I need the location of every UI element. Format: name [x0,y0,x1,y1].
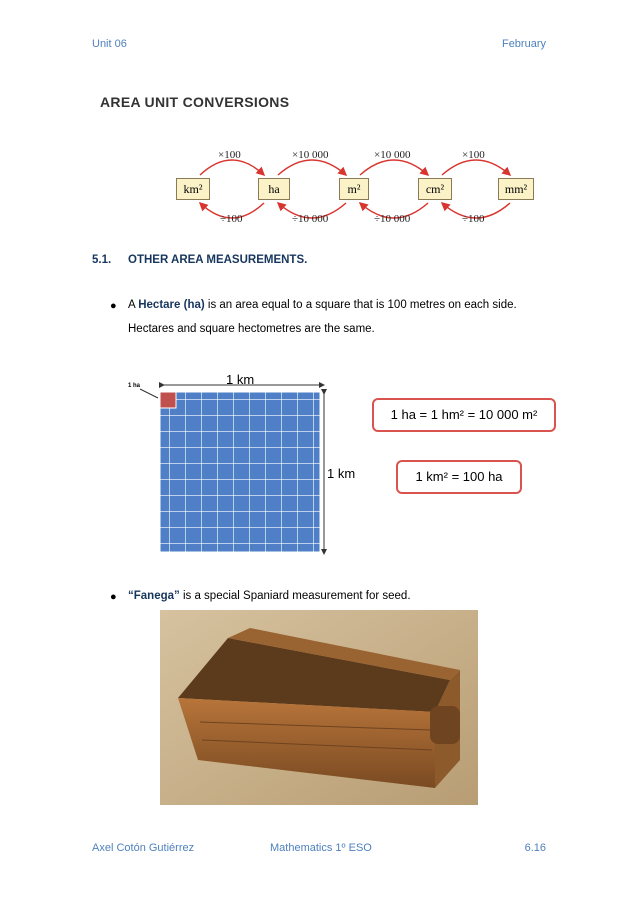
label-mult-4: ×100 [462,149,485,161]
formula-hectare: 1 ha = 1 hm² = 10 000 m² [372,398,556,432]
footer-author: Axel Cotón Gutiérrez [92,842,195,854]
hectare-paragraph [128,296,548,315]
km-grid [160,392,320,552]
unit-cm2: cm² [418,178,452,200]
grid-svg [122,368,362,558]
label-mult-1: ×100 [218,149,241,161]
footer-course: Mathematics 1º ESO [270,842,372,854]
arrow-mult-4 [442,160,510,175]
label-div-3: ÷10 000 [374,213,411,225]
label-div-1: ÷100 [220,213,243,225]
unit-m2: m² [339,178,369,200]
conversion-diagram [170,145,540,235]
fanega-paragraph [128,587,411,606]
hectare-term: Hectare (ha) [138,299,205,311]
arrow-mult-2 [278,160,346,175]
side-km-label: 1 km [327,466,356,481]
label-div-4: ÷100 [462,213,485,225]
label-mult-2: ×10 000 [292,149,329,161]
hectare-pre: A [128,299,139,311]
ha-pointer [140,389,158,398]
unit-ha: ha [258,178,290,200]
fanega-text: is a special Spaniard measurement for seed. [179,590,411,602]
label-mult-3: ×10 000 [374,149,411,161]
hectare-post: is an area equal to a square that is 100 metres on each side. [204,299,517,311]
section-title: OTHER AREA MEASUREMENTS. [128,254,308,266]
formula-km2: 1 km² = 100 ha [396,460,522,494]
unit-mm2: mm² [498,178,534,200]
top-km-label: 1 km [226,372,255,387]
bullet-dot-2: ● [110,591,117,603]
small-ha-label: 1 ha [128,383,141,389]
footer-page: 6.16 [524,842,546,854]
conversion-title: AREA UNIT CONVERSIONS [100,94,290,110]
fanega-term: “Fanega” [128,590,180,602]
bullet-dot: ● [110,300,117,312]
unit-km2: km² [176,178,210,200]
fanega-box-drawing [160,610,478,805]
arrow-mult-3 [360,160,428,175]
arrow-mult-1 [200,160,264,175]
header-month: February [501,38,546,50]
header-unit: Unit 06 [92,38,127,50]
label-div-2: ÷10 000 [292,213,329,225]
hectare-cell [160,392,176,408]
section-number: 5.1. [92,254,112,266]
hectare-figure [122,368,572,558]
fanega-photo [160,610,478,805]
hectare-line2: Hectares and square hectometres are the same. [128,323,375,335]
